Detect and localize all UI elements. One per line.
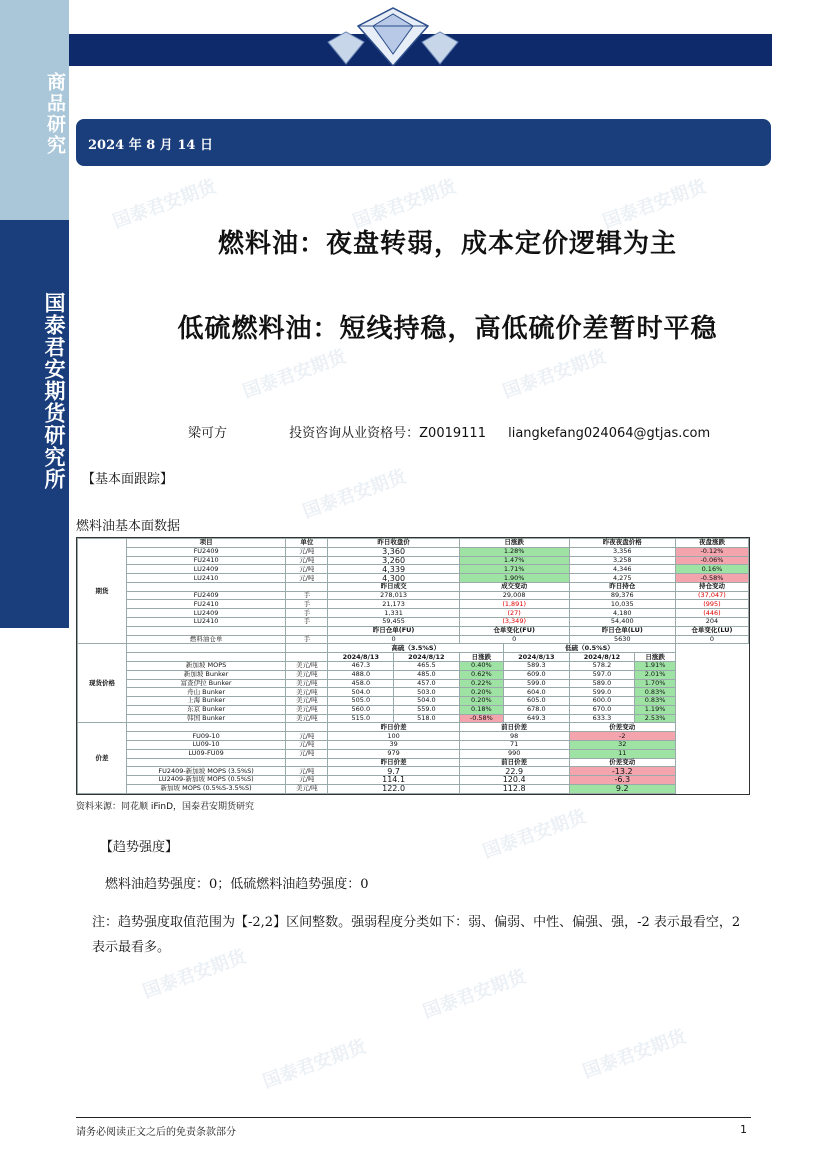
sidebar-top: [0, 0, 69, 220]
table-cell: 元/吨: [286, 732, 328, 741]
table-cell: 599.0: [504, 679, 570, 688]
table-cell: (1,891): [459, 600, 569, 609]
table-row: [78, 705, 749, 714]
sidebar-bottom: [0, 220, 69, 628]
watermark: 国泰君安期货: [500, 346, 609, 403]
table-cell: 120.4: [459, 776, 569, 785]
table-cell: 98: [459, 732, 569, 741]
author-license: 投资咨询从业资格号：Z0019111: [289, 426, 486, 441]
table-cell: 昨日仓单(FU): [328, 626, 459, 635]
table-row: [78, 644, 749, 653]
table-cell: 1.70%: [635, 679, 676, 688]
table-cell: 0.62%: [459, 670, 503, 679]
footer-disclaimer: 请务必阅读正文之后的免责条款部分: [76, 1127, 236, 1138]
table-cell: 560.0: [328, 705, 394, 714]
institute-label: 国泰君安期货研究所: [42, 292, 67, 490]
table-cell: [286, 723, 328, 732]
table-cell: 高硫（3.5%S）: [328, 644, 504, 653]
table-cell: 979: [328, 749, 459, 758]
watermark: 国泰君安期货: [140, 946, 249, 1003]
table-cell: 价差变动: [569, 723, 675, 732]
table-cell: 3,258: [569, 556, 675, 565]
table-row: [78, 556, 749, 565]
table-cell: 价差: [78, 723, 127, 794]
table-cell: 美元/吨: [286, 661, 328, 670]
table-cell: 1.90%: [459, 574, 569, 583]
table-cell: LU2409-新加坡 MOPS (0.5%S): [127, 776, 286, 785]
table-cell: 1.91%: [635, 661, 676, 670]
table-cell: (446): [675, 609, 748, 618]
table-row: [78, 582, 749, 591]
table-cell: 504.0: [394, 697, 460, 706]
table-cell: 1.28%: [459, 547, 569, 556]
table-cell: LU2409: [127, 565, 286, 574]
table-cell: FU2409: [127, 547, 286, 556]
table-cell: 美元/吨: [286, 697, 328, 706]
table-cell: 515.0: [328, 714, 394, 723]
main-title: 燃料油：夜盘转弱，成本定价逻辑为主: [217, 229, 677, 259]
author-name: 梁可方: [188, 426, 228, 441]
table-cell: 手: [286, 609, 328, 618]
table-cell: 昨夜夜盘价格: [569, 539, 675, 548]
table-cell: 燃料油仓单: [127, 635, 286, 644]
table-cell: 114.1: [328, 776, 459, 785]
sub-title: 低硫燃料油：短线持稳，高低硫价差暂时平稳: [177, 314, 718, 344]
table-cell: [127, 644, 286, 653]
table-cell: LU09-10: [127, 740, 286, 749]
table-cell: 4,300: [328, 574, 459, 583]
table-cell: 3,356: [569, 547, 675, 556]
table-cell: 1,331: [328, 609, 459, 618]
table-cell: 22.9: [459, 767, 569, 776]
table-cell: 589.0: [569, 679, 635, 688]
table-cell: 手: [286, 635, 328, 644]
table-cell: 上海 Bunker: [127, 697, 286, 706]
table-cell: 457.0: [394, 679, 460, 688]
table-cell: 29,008: [459, 591, 569, 600]
table-row: [78, 539, 749, 548]
table-cell: 597.0: [569, 670, 635, 679]
trend-note: 注：趋势强度取值范围为【-2,2】区间整数。强弱程度分类如下：弱、偏弱、中性、偏强、强，-2 表示最看空，2 表示最看多。: [92, 915, 741, 955]
table-row: [78, 679, 749, 688]
table-cell: 昨日成交: [328, 582, 459, 591]
table-cell: -6.3: [569, 776, 675, 785]
table-cell: -2: [569, 732, 675, 741]
table-cell: [286, 582, 328, 591]
table-cell: 东京 Bunker: [127, 705, 286, 714]
table-cell: 2024/8/12: [394, 653, 460, 662]
table-cell: 手: [286, 600, 328, 609]
page-number: 1: [740, 1123, 747, 1136]
table-cell: 504.0: [328, 688, 394, 697]
report-date: 2024 年 8 月 14 日: [88, 138, 213, 153]
table-cell: 美元/吨: [286, 714, 328, 723]
table-cell: 昨日价差: [328, 758, 459, 767]
table-row: [78, 626, 749, 635]
trend-strength: 燃料油趋势强度：0；低硫燃料油趋势强度：0: [105, 877, 369, 892]
table-cell: 10,035: [569, 600, 675, 609]
table-cell: FU2409-新加坡 MOPS (3.5%S): [127, 767, 286, 776]
table-cell: [127, 758, 286, 767]
table-row: [78, 653, 749, 662]
table-cell: 89,376: [569, 591, 675, 600]
table-row: [78, 723, 749, 732]
author-email[interactable]: liangkefang024064@gtjas.com: [508, 426, 711, 441]
author-line: [188, 422, 728, 441]
table-cell: 舟山 Bunker: [127, 688, 286, 697]
table-cell: 488.0: [328, 670, 394, 679]
table-cell: 21,173: [328, 600, 459, 609]
table-row: [78, 574, 749, 583]
table-cell: 富查伊拉 Bunker: [127, 679, 286, 688]
table-cell: 278,013: [328, 591, 459, 600]
table-row: [78, 670, 749, 679]
table-cell: 2024/8/13: [328, 653, 394, 662]
table-cell: 元/吨: [286, 565, 328, 574]
table-cell: 美元/吨: [286, 705, 328, 714]
table-cell: 5630: [569, 635, 675, 644]
table-row: [78, 749, 749, 758]
table-cell: 609.0: [504, 670, 570, 679]
table-cell: LU09-FU09: [127, 749, 286, 758]
table-cell: 昨日收盘价: [328, 539, 459, 548]
table-row: [78, 618, 749, 627]
table-cell: 前日价差: [459, 758, 569, 767]
table-cell: 0.83%: [635, 697, 676, 706]
table-cell: 3,360: [328, 547, 459, 556]
table-cell: (37,047): [675, 591, 748, 600]
table-cell: -13.2: [569, 767, 675, 776]
table-cell: 458.0: [328, 679, 394, 688]
watermark: 国泰君安期货: [300, 466, 409, 523]
table-cell: 503.0: [394, 688, 460, 697]
table-cell: FU2409: [127, 591, 286, 600]
table-cell: 元/吨: [286, 776, 328, 785]
table-cell: 仓单变化(FU): [459, 626, 569, 635]
table-cell: 项目: [127, 539, 286, 548]
table-cell: 手: [286, 618, 328, 627]
table-cell: 韩国 Bunker: [127, 714, 286, 723]
table-cell: 现货价格: [78, 644, 127, 723]
table-cell: 昨日持仓: [569, 582, 675, 591]
table-cell: 71: [459, 740, 569, 749]
table-cell: 0: [328, 635, 459, 644]
table-cell: 9.2: [569, 784, 675, 793]
footer-divider: [76, 1117, 751, 1118]
table-cell: 0.40%: [459, 661, 503, 670]
table-row: [78, 547, 749, 556]
table-cell: 日涨跌: [635, 653, 676, 662]
table-row: [78, 784, 749, 793]
table-cell: 美元/吨: [286, 688, 328, 697]
table-cell: (27): [459, 609, 569, 618]
table-cell: 112.8: [459, 784, 569, 793]
table-cell: 1.71%: [459, 565, 569, 574]
watermark: 国泰君安期货: [580, 1026, 689, 1083]
table-cell: 新加坡 MOPS: [127, 661, 286, 670]
table-cell: FU2410: [127, 556, 286, 565]
diamond-logo-icon: [318, 4, 468, 66]
table-cell: 低硫（0.5%S）: [504, 644, 676, 653]
table-cell: 4,275: [569, 574, 675, 583]
table-cell: 期货: [78, 539, 127, 644]
table-cell: 467.3: [328, 661, 394, 670]
table-cell: 仓单变化(LU): [675, 626, 748, 635]
table-row: [78, 758, 749, 767]
table-cell: 元/吨: [286, 547, 328, 556]
table-cell: 2024/8/12: [569, 653, 635, 662]
table-cell: 0.22%: [459, 679, 503, 688]
table-cell: 59,455: [328, 618, 459, 627]
table-cell: 633.3: [569, 714, 635, 723]
table-cell: 1.47%: [459, 556, 569, 565]
table-cell: 成交变动: [459, 582, 569, 591]
table-cell: 美元/吨: [286, 679, 328, 688]
table-row: [78, 740, 749, 749]
table-cell: 599.0: [569, 688, 635, 697]
table-cell: 手: [286, 591, 328, 600]
table-cell: 505.0: [328, 697, 394, 706]
table-cell: 578.2: [569, 661, 635, 670]
table-cell: 2.01%: [635, 670, 676, 679]
table-cell: [127, 626, 286, 635]
table-cell: 670.0: [569, 705, 635, 714]
table-cell: LU2410: [127, 574, 286, 583]
table-cell: [286, 644, 328, 653]
table-cell: 4,180: [569, 609, 675, 618]
table-cell: [127, 723, 286, 732]
table-cell: 元/吨: [286, 767, 328, 776]
table-cell: 昨日仓单(LU): [569, 626, 675, 635]
table-cell: 518.0: [394, 714, 460, 723]
table-cell: 54,400: [569, 618, 675, 627]
table-cell: 678.0: [504, 705, 570, 714]
table-cell: 4,339: [328, 565, 459, 574]
table-cell: 单位: [286, 539, 328, 548]
table-cell: 昨日价差: [328, 723, 459, 732]
table-cell: 新加坡 MOPS (0.5%S-3.5%S): [127, 784, 286, 793]
table-row: [78, 661, 749, 670]
table-cell: 价差变动: [569, 758, 675, 767]
table-row: [78, 688, 749, 697]
table-cell: 元/吨: [286, 574, 328, 583]
table-cell: 美元/吨: [286, 784, 328, 793]
table-label: 燃料油基本面数据: [76, 519, 181, 534]
table-row: [78, 609, 749, 618]
table-cell: 39: [328, 740, 459, 749]
watermark: 国泰君安期货: [420, 966, 529, 1023]
table-cell: 2024/8/13: [504, 653, 570, 662]
table-cell: 美元/吨: [286, 670, 328, 679]
table-cell: [286, 758, 328, 767]
table-cell: 100: [328, 732, 459, 741]
table-cell: 589.3: [504, 661, 570, 670]
table-cell: 122.0: [328, 784, 459, 793]
table-cell: 前日价差: [459, 723, 569, 732]
section-trend: 【趋势强度】: [100, 840, 179, 855]
table-row: [78, 591, 749, 600]
table-row: [78, 565, 749, 574]
table-cell: 204: [675, 618, 748, 627]
table-cell: 0.20%: [459, 697, 503, 706]
table-cell: 1.19%: [635, 705, 676, 714]
table-cell: 持仓变动: [675, 582, 748, 591]
watermark: 国泰君安期货: [240, 346, 349, 403]
category-label: 商品研究: [44, 72, 66, 156]
table-cell: -0.12%: [675, 547, 748, 556]
table-row: [78, 732, 749, 741]
table-cell: [127, 582, 286, 591]
table-cell: 649.3: [504, 714, 570, 723]
table-cell: -0.06%: [675, 556, 748, 565]
watermark: 国泰君安期货: [600, 176, 709, 233]
table-cell: -0.58%: [675, 574, 748, 583]
table-cell: [286, 626, 328, 635]
watermark: 国泰君安期货: [260, 1036, 369, 1093]
table-cell: 夜盘涨跌: [675, 539, 748, 548]
table-cell: 485.0: [394, 670, 460, 679]
fundamentals-table: [76, 537, 750, 795]
table-cell: 元/吨: [286, 556, 328, 565]
watermark: 国泰君安期货: [110, 176, 219, 233]
table-row: [78, 714, 749, 723]
table-cell: 600.0: [569, 697, 635, 706]
table-cell: 4,346: [569, 565, 675, 574]
watermark: 国泰君安期货: [480, 806, 589, 863]
table-row: [78, 635, 749, 644]
table-cell: 0: [459, 635, 569, 644]
table-cell: 605.0: [504, 697, 570, 706]
table-cell: 0.16%: [675, 565, 748, 574]
table-cell: 0: [675, 635, 748, 644]
table-cell: 日涨跌: [459, 653, 503, 662]
table-cell: (3,349): [459, 618, 569, 627]
table-cell: FU09-10: [127, 732, 286, 741]
table-cell: FU2410: [127, 600, 286, 609]
table-cell: 元/吨: [286, 740, 328, 749]
table-cell: 0.20%: [459, 688, 503, 697]
section-fundamentals: 【基本面跟踪】: [82, 472, 174, 487]
table-cell: 0.83%: [635, 688, 676, 697]
table-row: [78, 697, 749, 706]
table-cell: 11: [569, 749, 675, 758]
source-note: 资料来源：同花顺 iFinD，国泰君安期货研究: [76, 802, 255, 812]
table-cell: 559.0: [394, 705, 460, 714]
table-cell: 2.53%: [635, 714, 676, 723]
table-cell: 32: [569, 740, 675, 749]
table-cell: -0.58%: [459, 714, 503, 723]
table-cell: LU2410: [127, 618, 286, 627]
table-cell: 465.5: [394, 661, 460, 670]
table-cell: 新加坡 Bunker: [127, 670, 286, 679]
table-cell: 604.0: [504, 688, 570, 697]
table-cell: 990: [459, 749, 569, 758]
table-cell: 0.18%: [459, 705, 503, 714]
watermark: 国泰君安期货: [350, 176, 459, 233]
table-cell: 元/吨: [286, 749, 328, 758]
table-cell: 9.7: [328, 767, 459, 776]
table-row: [78, 600, 749, 609]
table-cell: (995): [675, 600, 748, 609]
table-cell: 3,260: [328, 556, 459, 565]
table-cell: 日涨跌: [459, 539, 569, 548]
table-cell: LU2409: [127, 609, 286, 618]
